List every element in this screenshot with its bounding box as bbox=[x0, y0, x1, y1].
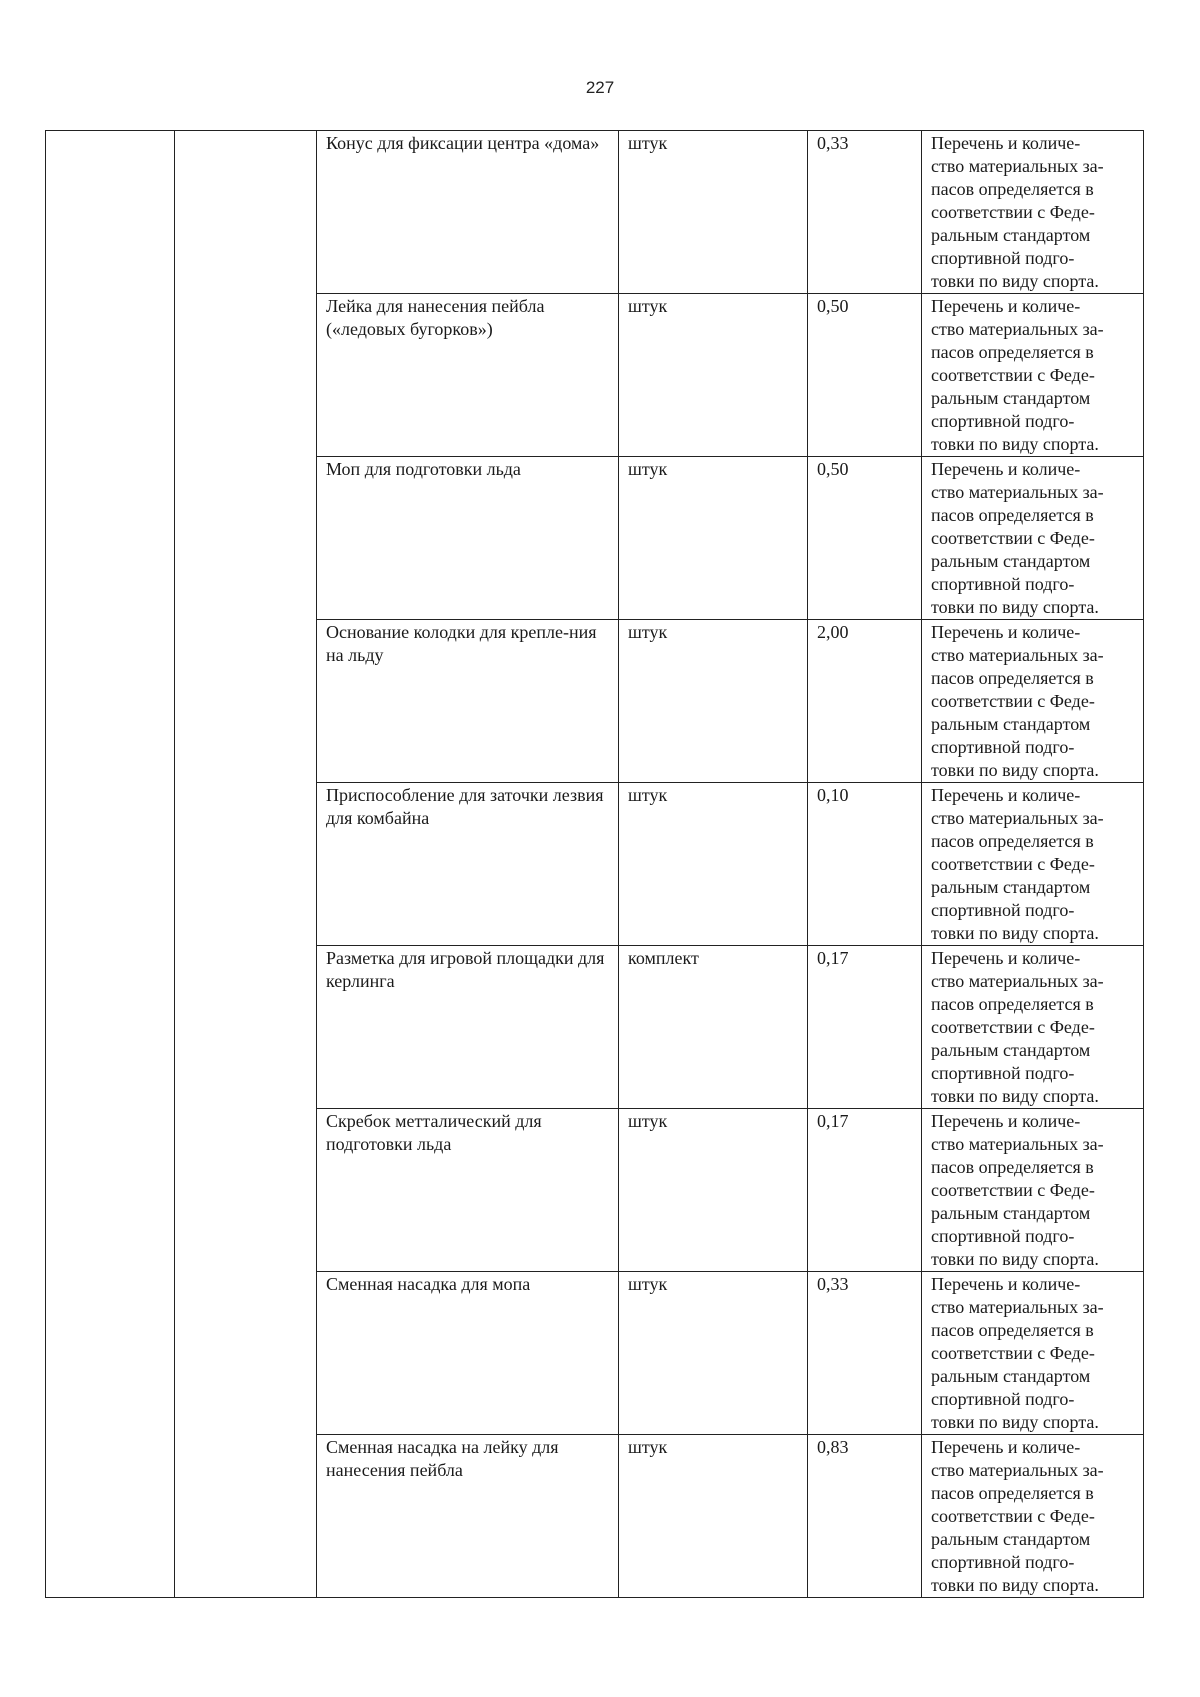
note-cell: Перечень и количе- ство материальных за- пасов определяется в соответствии с Феде- ральным стандартом спортивной подго- товки по виду спорта. bbox=[922, 783, 1144, 946]
merged-category-column bbox=[175, 131, 317, 1598]
equipment-table bbox=[45, 130, 1144, 1598]
note-cell: Перечень и количе- ство материальных за- пасов определяется в соответствии с Феде- ральным стандартом спортивной подго- товки по виду спорта. bbox=[922, 1109, 1144, 1272]
unit-cell: штук bbox=[619, 1272, 808, 1435]
quantity-cell: 0,17 bbox=[808, 946, 922, 1109]
quantity-cell: 2,00 bbox=[808, 620, 922, 783]
unit-cell: штук bbox=[619, 131, 808, 294]
merged-number-column bbox=[46, 131, 175, 1598]
item-name-cell: Основание колодки для крепле-ния на льду bbox=[317, 620, 619, 783]
quantity-cell: 0,50 bbox=[808, 294, 922, 457]
note-cell: Перечень и количе- ство материальных за- пасов определяется в соответствии с Феде- ральным стандартом спортивной подго- товки по виду спорта. bbox=[922, 946, 1144, 1109]
quantity-cell: 0,10 bbox=[808, 783, 922, 946]
quantity-cell: 0,50 bbox=[808, 457, 922, 620]
quantity-cell: 0,33 bbox=[808, 1272, 922, 1435]
item-name-cell: Лейка для нанесения пейбла («ледовых бугорков») bbox=[317, 294, 619, 457]
unit-cell: штук bbox=[619, 783, 808, 946]
note-cell: Перечень и количе- ство материальных за- пасов определяется в соответствии с Феде- ральным стандартом спортивной подго- товки по виду спорта. bbox=[922, 1435, 1144, 1598]
unit-cell: штук bbox=[619, 1109, 808, 1272]
item-name-cell: Приспособление для заточки лезвия для комбайна bbox=[317, 783, 619, 946]
item-name-cell: Сменная насадка для мопа bbox=[317, 1272, 619, 1435]
note-cell: Перечень и количе- ство материальных за- пасов определяется в соответствии с Феде- ральным стандартом спортивной подго- товки по виду спорта. bbox=[922, 131, 1144, 294]
unit-cell: штук bbox=[619, 457, 808, 620]
note-cell: Перечень и количе- ство материальных за- пасов определяется в соответствии с Феде- ральным стандартом спортивной подго- товки по виду спорта. bbox=[922, 1272, 1144, 1435]
item-name-cell: Скребок метталический для подготовки льда bbox=[317, 1109, 619, 1272]
table-row bbox=[46, 131, 1144, 294]
unit-cell: штук bbox=[619, 1435, 808, 1598]
table-body bbox=[46, 131, 1144, 1598]
item-name-cell: Моп для подготовки льда bbox=[317, 457, 619, 620]
item-name-cell: Разметка для игровой площадки для керлинга bbox=[317, 946, 619, 1109]
quantity-cell: 0,17 bbox=[808, 1109, 922, 1272]
note-cell: Перечень и количе- ство материальных за- пасов определяется в соответствии с Феде- ральным стандартом спортивной подго- товки по виду спорта. bbox=[922, 620, 1144, 783]
quantity-cell: 0,33 bbox=[808, 131, 922, 294]
unit-cell: штук bbox=[619, 294, 808, 457]
item-name-cell: Конус для фиксации центра «дома» bbox=[317, 131, 619, 294]
note-cell: Перечень и количе- ство материальных за- пасов определяется в соответствии с Феде- ральным стандартом спортивной подго- товки по виду спорта. bbox=[922, 294, 1144, 457]
quantity-cell: 0,83 bbox=[808, 1435, 922, 1598]
item-name-cell: Сменная насадка на лейку для нанесения пейбла bbox=[317, 1435, 619, 1598]
unit-cell: штук bbox=[619, 620, 808, 783]
note-cell: Перечень и количе- ство материальных за- пасов определяется в соответствии с Феде- ральным стандартом спортивной подго- товки по виду спорта. bbox=[922, 457, 1144, 620]
page-number: 227 bbox=[585, 78, 615, 97]
unit-cell: комплект bbox=[619, 946, 808, 1109]
